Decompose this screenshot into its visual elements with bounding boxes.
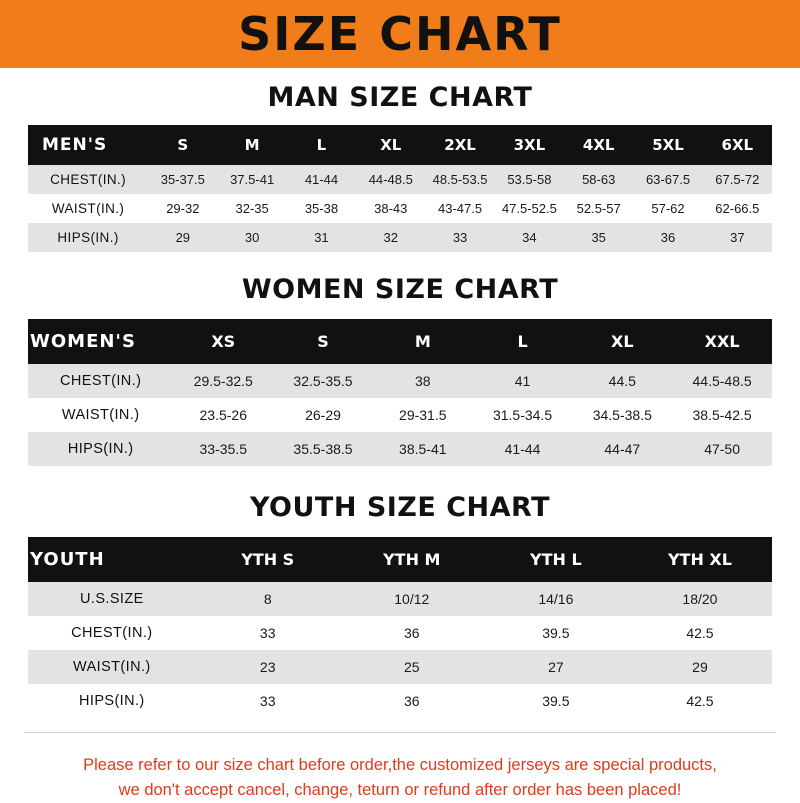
table-column-header: S (148, 125, 217, 165)
table-cell: 10/12 (340, 582, 484, 616)
page-title: SIZE CHART (238, 7, 562, 61)
table-cell: 31 (287, 223, 356, 252)
women-table-body (28, 364, 772, 466)
table-cell: 36 (340, 616, 484, 650)
table-cell: 29 (628, 650, 772, 684)
table-cell: 41 (473, 364, 573, 398)
table-row (28, 398, 772, 432)
table-column-header: XL (356, 125, 425, 165)
table-column-header: S (273, 319, 373, 364)
table-cell: 52.5-57 (564, 194, 633, 223)
table-cell: 42.5 (628, 616, 772, 650)
table-cell: 63-67.5 (633, 165, 702, 194)
table-column-header: YTH S (196, 537, 340, 582)
table-column-header: XXL (672, 319, 772, 364)
table-cell: 29.5-32.5 (173, 364, 273, 398)
table-cell: 36 (340, 684, 484, 718)
table-cell: 27 (484, 650, 628, 684)
table-column-header: 2XL (425, 125, 494, 165)
table-cell: 32.5-35.5 (273, 364, 373, 398)
table-column-header: 4XL (564, 125, 633, 165)
footer-divider (24, 732, 776, 733)
table-corner-header: WOMEN'S (28, 319, 173, 364)
women-table-head (28, 319, 772, 364)
table-column-header: YTH L (484, 537, 628, 582)
table-cell: 8 (196, 582, 340, 616)
table-cell: 42.5 (628, 684, 772, 718)
table-cell: 41-44 (287, 165, 356, 194)
table-cell: 36 (633, 223, 702, 252)
table-cell: 53.5-58 (495, 165, 564, 194)
table-cell: 67.5-72 (703, 165, 772, 194)
table-cell: 14/16 (484, 582, 628, 616)
table-cell: 47-50 (672, 432, 772, 466)
youth-section-title: YOUTH SIZE CHART (249, 492, 551, 523)
table-column-header: YTH XL (628, 537, 772, 582)
table-cell: 58-63 (564, 165, 633, 194)
footer-note-line-2: we don't accept cancel, change, teturn or refund after order has been placed! (118, 780, 682, 799)
women-section-title: WOMEN SIZE CHART (241, 274, 559, 305)
table-cell: 33 (196, 616, 340, 650)
table-corner-header: MEN'S (28, 125, 148, 165)
table-header-row (28, 125, 772, 165)
table-row (28, 684, 772, 718)
table-cell: 18/20 (628, 582, 772, 616)
table-cell: 30 (217, 223, 286, 252)
table-row (28, 650, 772, 684)
table-cell: 43-47.5 (425, 194, 494, 223)
table-cell: 38 (373, 364, 473, 398)
table-cell: 41-44 (473, 432, 573, 466)
table-cell: 62-66.5 (703, 194, 772, 223)
man-table-body (28, 165, 772, 252)
table-cell: 23 (196, 650, 340, 684)
women-size-table (28, 319, 772, 466)
table-corner-header: YOUTH (28, 537, 196, 582)
table-column-header: L (287, 125, 356, 165)
table-row-label: CHEST(IN.) (28, 165, 148, 194)
table-cell: 38.5-42.5 (672, 398, 772, 432)
table-cell: 33-35.5 (173, 432, 273, 466)
table-row (28, 582, 772, 616)
table-column-header: 5XL (633, 125, 702, 165)
table-column-header: 6XL (703, 125, 772, 165)
table-row (28, 194, 772, 223)
table-cell: 37 (703, 223, 772, 252)
table-cell: 25 (340, 650, 484, 684)
footer-note (0, 753, 800, 803)
table-cell: 35 (564, 223, 633, 252)
youth-section (0, 492, 800, 718)
table-column-header: XS (173, 319, 273, 364)
women-section (0, 274, 800, 466)
table-cell: 33 (425, 223, 494, 252)
table-column-header: YTH M (340, 537, 484, 582)
table-column-header: M (217, 125, 286, 165)
table-row (28, 432, 772, 466)
man-section-title: MAN SIZE CHART (267, 82, 533, 113)
table-cell: 29-32 (148, 194, 217, 223)
table-cell: 48.5-53.5 (425, 165, 494, 194)
footer-note-line-1: Please refer to our size chart before order,the customized jerseys are special products, (83, 756, 717, 774)
youth-table-head (28, 537, 772, 582)
table-cell: 44.5-48.5 (672, 364, 772, 398)
table-cell: 32-35 (217, 194, 286, 223)
table-cell: 57-62 (633, 194, 702, 223)
table-cell: 26-29 (273, 398, 373, 432)
table-row-label: U.S.SIZE (28, 582, 196, 616)
header-banner (0, 0, 800, 68)
table-cell: 44.5 (572, 364, 672, 398)
youth-table-body (28, 582, 772, 718)
table-row-label: HIPS(IN.) (28, 432, 173, 466)
table-cell: 47.5-52.5 (495, 194, 564, 223)
table-column-header: 3XL (495, 125, 564, 165)
table-row-label: CHEST(IN.) (28, 616, 196, 650)
table-cell: 35-38 (287, 194, 356, 223)
table-row-label: CHEST(IN.) (28, 364, 173, 398)
table-cell: 44-48.5 (356, 165, 425, 194)
table-column-header: L (473, 319, 573, 364)
table-cell: 38.5-41 (373, 432, 473, 466)
youth-size-table (28, 537, 772, 718)
table-cell: 23.5-26 (173, 398, 273, 432)
table-cell: 32 (356, 223, 425, 252)
man-section (0, 82, 800, 252)
table-column-header: M (373, 319, 473, 364)
table-cell: 38-43 (356, 194, 425, 223)
table-cell: 39.5 (484, 684, 628, 718)
table-row-label: HIPS(IN.) (28, 223, 148, 252)
table-cell: 34 (495, 223, 564, 252)
table-cell: 39.5 (484, 616, 628, 650)
table-row-label: WAIST(IN.) (28, 650, 196, 684)
table-cell: 29 (148, 223, 217, 252)
table-cell: 33 (196, 684, 340, 718)
table-header-row (28, 319, 772, 364)
table-header-row (28, 537, 772, 582)
table-cell: 37.5-41 (217, 165, 286, 194)
table-cell: 34.5-38.5 (572, 398, 672, 432)
table-cell: 29-31.5 (373, 398, 473, 432)
table-row-label: WAIST(IN.) (28, 194, 148, 223)
man-table-head (28, 125, 772, 165)
table-row (28, 223, 772, 252)
table-row (28, 364, 772, 398)
table-row (28, 616, 772, 650)
table-row (28, 165, 772, 194)
table-row-label: WAIST(IN.) (28, 398, 173, 432)
table-column-header: XL (572, 319, 672, 364)
table-cell: 35-37.5 (148, 165, 217, 194)
table-row-label: HIPS(IN.) (28, 684, 196, 718)
table-cell: 35.5-38.5 (273, 432, 373, 466)
man-size-table (28, 125, 772, 252)
table-cell: 44-47 (572, 432, 672, 466)
table-cell: 31.5-34.5 (473, 398, 573, 432)
